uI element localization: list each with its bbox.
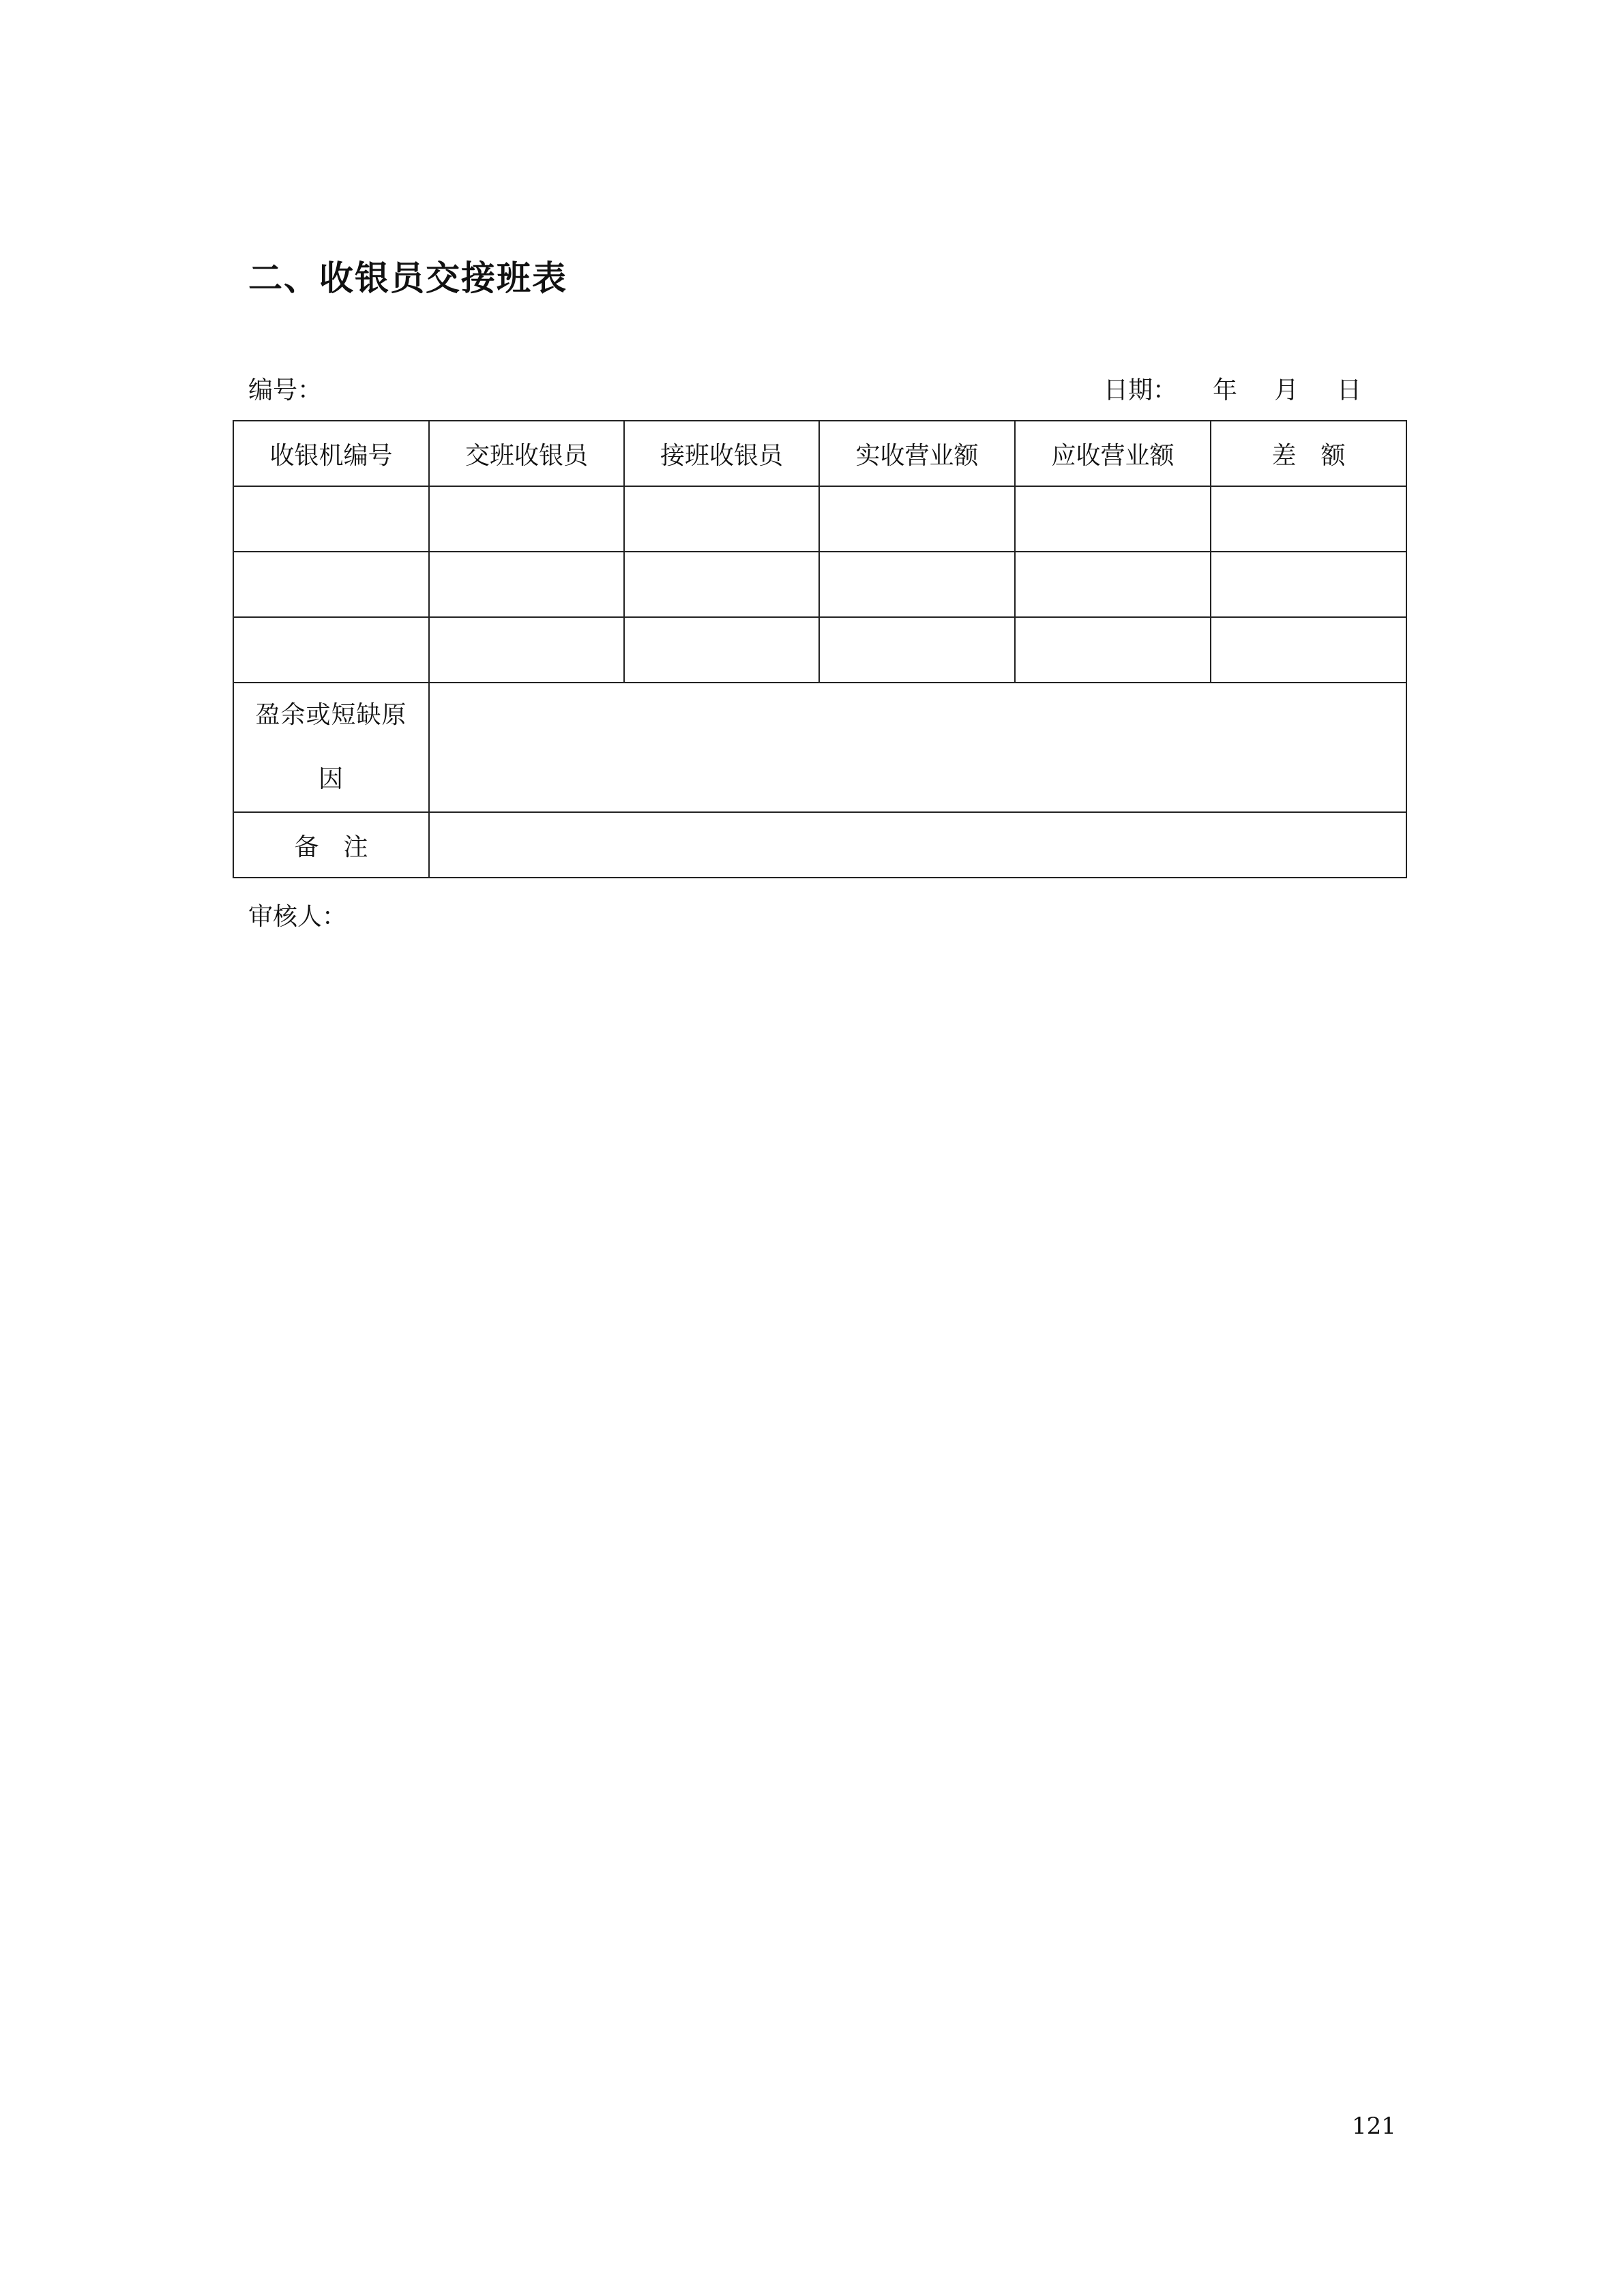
reason-label-cell (233, 683, 429, 812)
reason-input-cell[interactable] (429, 683, 1406, 812)
table-cell[interactable] (233, 617, 429, 683)
table-cell[interactable] (233, 486, 429, 552)
table-cell[interactable] (429, 552, 624, 617)
column-header: 实收营业额 (819, 421, 1015, 486)
table-cell[interactable] (624, 486, 819, 552)
notes-row (233, 812, 1406, 878)
year-label: 年 (1213, 376, 1238, 404)
column-header: 交班收银员 (429, 421, 624, 486)
table-cell[interactable] (1015, 617, 1211, 683)
table-cell[interactable] (1211, 617, 1406, 683)
month-label: 月 (1274, 376, 1299, 404)
column-header: 接班收银员 (624, 421, 819, 486)
day-label: 日 (1337, 376, 1362, 404)
notes-label: 备 注 (233, 812, 429, 878)
number-label: 编号： (248, 376, 323, 404)
table-cell[interactable] (624, 552, 819, 617)
table-cell[interactable] (624, 617, 819, 683)
column-header: 收银机编号 (233, 421, 429, 486)
table-cell[interactable] (1015, 552, 1211, 617)
page-number: 121 (1352, 2113, 1396, 2140)
table-cell[interactable] (819, 552, 1015, 617)
table-row (233, 552, 1406, 617)
reason-label: 盈余或短缺原因 (255, 701, 407, 793)
table-row (233, 486, 1406, 552)
reviewer-label: 审核人： (248, 903, 347, 931)
page-title: 二、收银员交接班表 (248, 258, 567, 298)
table-row (233, 617, 1406, 683)
reason-row (233, 683, 1406, 812)
table-cell[interactable] (1211, 486, 1406, 552)
table-cell[interactable] (1015, 486, 1211, 552)
date-label: 日期： (1104, 376, 1178, 404)
table-cell[interactable] (1211, 552, 1406, 617)
table-cell[interactable] (429, 617, 624, 683)
table-cell[interactable] (819, 486, 1015, 552)
table-cell[interactable] (429, 486, 624, 552)
table-cell[interactable] (819, 617, 1015, 683)
column-header: 差 额 (1211, 421, 1406, 486)
table-cell[interactable] (233, 552, 429, 617)
notes-input-cell[interactable] (429, 812, 1406, 878)
column-header: 应收营业额 (1015, 421, 1211, 486)
header-row (233, 421, 1406, 486)
date-field (1104, 371, 1364, 406)
handover-table (233, 420, 1407, 878)
